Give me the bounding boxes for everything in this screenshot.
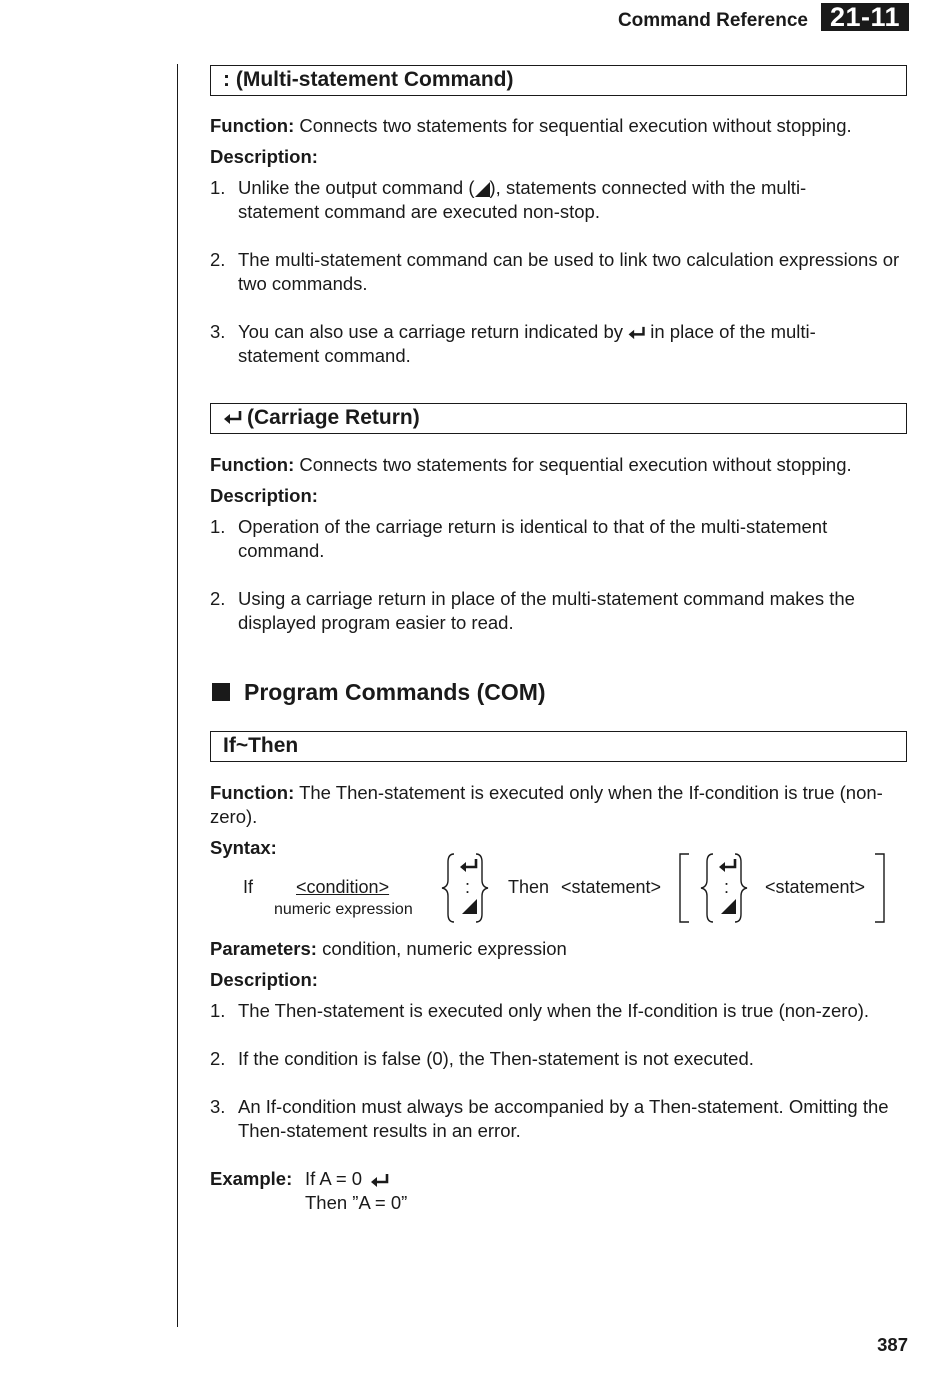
parameters-line — [210, 937, 567, 961]
example-label: Example: — [210, 1168, 293, 1189]
syntax-statement: <statement> — [561, 877, 662, 897]
syntax-condition-note: numeric expression — [274, 901, 413, 918]
multi-function-line — [210, 114, 852, 138]
if-then-function — [210, 781, 910, 831]
section-title: Program Commands (COM) — [244, 679, 546, 705]
multi-statement-heading: : (Multi-statement Command) — [210, 65, 907, 96]
description-label: Description: — [210, 485, 318, 506]
function-label: Function: — [210, 115, 295, 136]
output-command-icon — [475, 182, 490, 197]
item-number: 1. — [210, 1000, 226, 1021]
if-then-heading: If~Then — [210, 731, 907, 762]
parameters-text: condition, numeric expression — [322, 938, 567, 959]
item-text: Operation of the carriage return is identical to that of the multi-statement command. — [238, 516, 828, 561]
carriage-function-line — [210, 453, 852, 477]
carriage-return-icon — [223, 410, 242, 425]
section-square-icon — [212, 683, 230, 701]
description-label: Description: — [210, 969, 318, 990]
item-text: Unlike the output command ( ), statements connected with the multi-statement command are executed non-stop. — [238, 177, 807, 222]
carriage-return-icon — [459, 858, 478, 873]
list-item — [210, 515, 910, 565]
page-tag: 21-11 — [821, 3, 909, 31]
carriage-return-heading — [210, 403, 907, 434]
item-text: If the condition is false (0), the Then-statement is not executed. — [238, 1048, 754, 1069]
output-command-icon — [462, 899, 477, 914]
parameters-label: Parameters: — [210, 938, 317, 959]
item-text: The Then-statement is executed only when the If-condition is true (non-zero). — [238, 1000, 870, 1021]
function-text: Connects two statements for sequential execution without stopping. — [299, 454, 852, 475]
item-text: The multi-statement command can be used to link two calculation expressions or two commands. — [238, 249, 900, 294]
section-heading — [212, 678, 546, 706]
list-item — [210, 176, 910, 226]
item-text: An If-condition must always be accompanied by a Then-statement. Omitting the Then-statement results in an error. — [238, 1096, 889, 1141]
carriage-return-icon — [370, 1173, 389, 1188]
heading-text: (Carriage Return) — [247, 406, 420, 429]
list-item — [210, 587, 910, 637]
syntax-statement: <statement> — [765, 877, 866, 897]
list-item — [210, 320, 910, 370]
function-text: Connects two statements for sequential execution without stopping. — [299, 115, 852, 136]
running-header-title: Command Reference — [617, 10, 808, 31]
item-number: 3. — [210, 1096, 226, 1117]
margin-rule — [177, 64, 178, 1327]
function-label: Function: — [210, 454, 295, 475]
item-number: 2. — [210, 1048, 226, 1069]
item-text: Using a carriage return in place of the multi-statement command makes the displayed program easier to read. — [238, 588, 855, 633]
function-label: Function: — [210, 782, 295, 803]
list-item — [210, 248, 910, 298]
carriage-return-icon — [628, 326, 645, 340]
syntax-colon: : — [724, 877, 730, 897]
example-line-2: Then ”A = 0” — [305, 1192, 408, 1213]
syntax-condition: <condition> — [296, 877, 390, 897]
item-number: 2. — [210, 588, 226, 609]
syntax-if: If — [243, 877, 254, 897]
item-number: 1. — [210, 516, 226, 537]
carriage-return-icon — [718, 858, 737, 873]
list-item — [210, 1095, 910, 1145]
item-number: 3. — [210, 321, 226, 342]
syntax-label: Syntax: — [210, 837, 277, 858]
item-number: 2. — [210, 249, 226, 270]
list-item — [210, 1047, 910, 1073]
syntax-colon: : — [465, 877, 471, 897]
output-command-icon — [721, 899, 736, 914]
syntax-then: Then — [508, 877, 550, 897]
description-label: Description: — [210, 146, 318, 167]
item-text: You can also use a carriage return indicated by in place of the multi-statement command. — [238, 321, 816, 366]
page-number: 387 — [877, 1334, 908, 1355]
function-text: The Then-statement is executed only when the If-condition is true (non-zero). — [210, 782, 883, 827]
item-number: 1. — [210, 177, 226, 198]
list-item — [210, 999, 910, 1025]
example-line-1: If A = 0 — [305, 1167, 389, 1191]
